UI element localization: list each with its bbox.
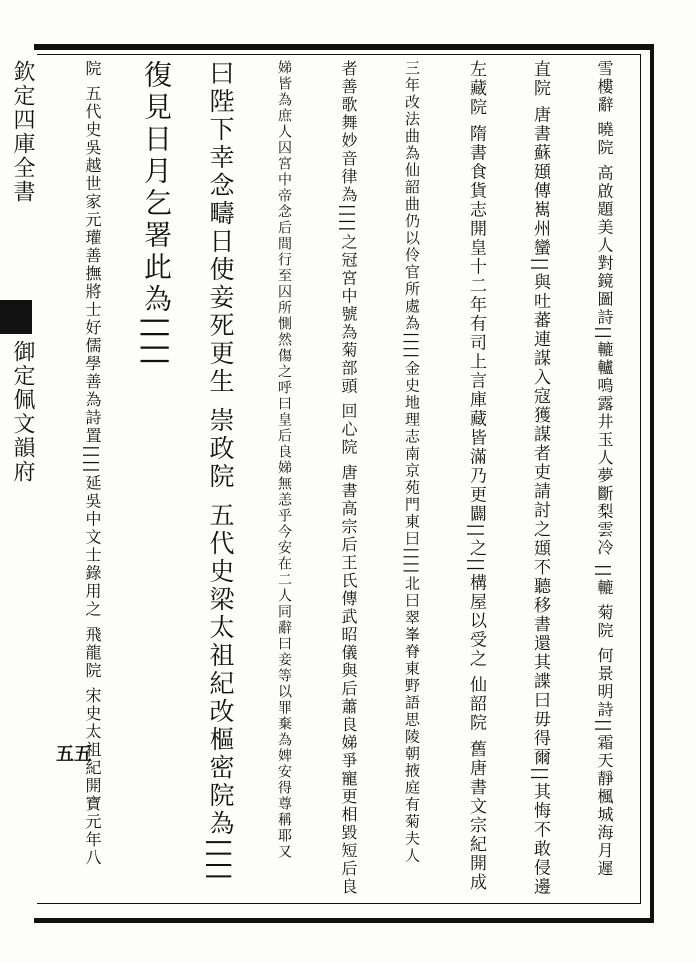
text-column-5: 者善歌舞妙音律為||||之冠宮中號為菊部頭 回心院 唐書高宗后王氏傳武昭儀與后蕭良娣爭寵更相毀短后良 bbox=[339, 60, 358, 896]
text-column-1: 雪樓辭 曉院 高啟題美人對鏡圖詩||轆轤鳴露井玉人夢斷梨雲冷 ||轆 菊院 何景明詩||霜天靜楓城海月遲 bbox=[595, 60, 614, 878]
fishtail-mark bbox=[0, 300, 32, 334]
page-number: 五五 bbox=[56, 744, 92, 765]
text-column-7: 曰陛下幸念疇日使妾死更生 崇政院 五代史梁太祖紀改樞密院為|||| bbox=[206, 60, 235, 884]
text-column-6: 娣皆為庶人囚宮中帝念后間行至囚所惻然傷之呼曰皇后良娣無恙乎今安在二人同辭曰妾等以罪棄為婢安得尊稱耶又 bbox=[276, 60, 292, 860]
margin-subtitle: 御定佩文韻府 bbox=[10, 340, 35, 484]
text-column-3: 左藏院 隋書食貨志開皇十二年有司上言庫藏皆滿乃更闢||之||構屋以受之 仙韶院 舊唐書文宗紀開成 bbox=[466, 60, 486, 893]
text-column-8: 復見日月乞署此為|||| bbox=[140, 60, 173, 370]
text-column-9: 院 五代史吳越世家元瓘善撫將士好儒學善為詩置||||延吳中文士錄用之 飛龍院 宋史太祖紀開寶元年八 bbox=[83, 60, 102, 867]
text-column-2: 直院 唐書蘇頲傳嶲州蠻||與吐蕃連謀入寇獲謀者吏請討之頲不聽移書還其諜曰毋得爾||其悔不敢侵邊 bbox=[530, 60, 550, 897]
text-column-4: 三年改法曲為仙韶曲仍以伶官所處為||||金史地理志南京苑門東曰||||北曰翠峯脊東野語思陵朝掖庭有菊夫人 bbox=[403, 60, 421, 865]
margin-title: 欽定四庫全書 bbox=[10, 60, 35, 204]
